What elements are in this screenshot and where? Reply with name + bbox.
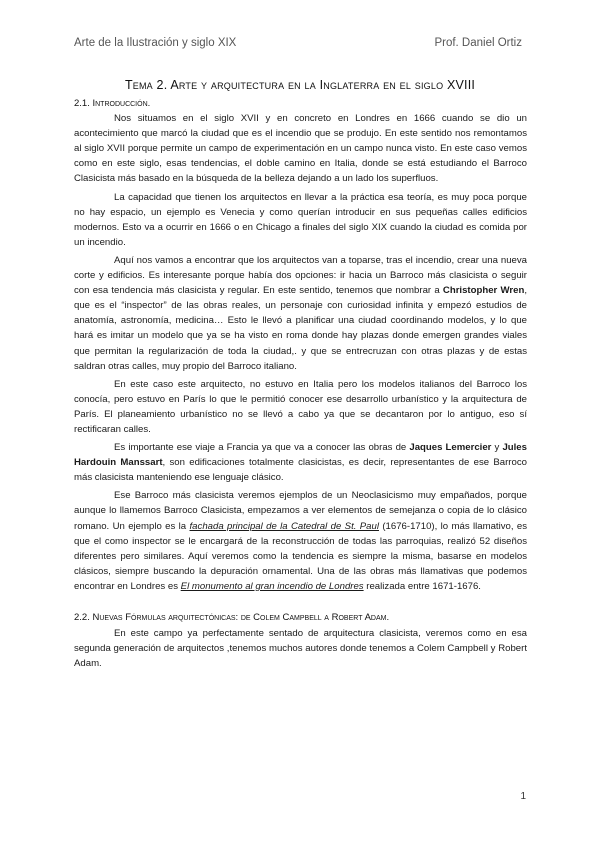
link-monumento[interactable]: El monumento al gran incendio de Londres <box>180 580 364 592</box>
link-st-paul[interactable]: fachada principal de la Catedral de St. Paul <box>189 520 379 532</box>
bold-name: Jaques Lemercier <box>409 442 492 454</box>
bold-name: Jules Hardouin Manssart <box>74 442 527 469</box>
section-introduccion <box>74 96 527 597</box>
paragraph: Nos situamos en el siglo XVII y en concreto en Londres en 1666 cuando se dio un acontecimiento que marcó la ciudad que es el incendio que se produjo. En este sentido nos remontamos al siglo XVII porque permite un campo de experimentación en un campo nunca visto. En este caso vemos como en este siglo, esas tendencias, el doble camino en Italia, donde se está estudiando el Barroco Clasicista más basado en la búsqueda de la belleza dejando a un lado los superfluos. <box>74 113 527 185</box>
page-number: 1 <box>520 791 526 802</box>
section-nuevas-formulas <box>74 610 527 674</box>
bold-name: Christopher Wren <box>442 285 525 297</box>
document-title: Tema 2. Arte y arquitectura en la Inglaterra en el siglo XVIII <box>124 78 476 92</box>
paragraph: En este campo ya perfectamente sentado de arquitectura clasicista, veremos como en esa segunda generación de arquitectos ,tenemos muchos autores donde tenemos a Colem Campbell y Robert Adam. <box>74 628 527 670</box>
paragraph: En este caso este arquitecto, no estuvo en Italia pero los modelos italianos del Barroco los conocía, pero estuvo en París lo que le permitió conocer ese desarrollo urbanístico y la arquitectura de París. El planeamiento urbanístico no se llevó a cabo ya que se decantaron por lo antiguo, eso sí rectificaran calles. <box>74 378 527 435</box>
section-heading-nuevas: 2.2. Nuevas Fórmulas arquitectónicas: de Colem Campbell a Robert Adam. <box>74 612 390 623</box>
paragraph: Es importante ese viaje a Francia ya que va a conocer las obras de Jaques Lemercier y Jules Hardouin Manssart, son edificaciones totalmente clasicistas, es decir, representantes de ese Barroco más clasicista manteniendo ese lenguaje clásico. <box>74 442 527 484</box>
section-heading-intro: 2.1. Introducción. <box>74 98 151 109</box>
course-title: Arte de la Ilustración y siglo XIX <box>74 37 237 49</box>
professor-name: Prof. Daniel Ortiz <box>434 37 522 49</box>
page-header <box>74 37 522 49</box>
paragraph: Ese Barroco más clasicista veremos ejemplos de un Neoclasicismo muy empañados, porque aunque lo llamemos Barroco Clasicista, empezamos a ver elementos de semejanza o copia de lo clásico romano. Un ejemplo es la fachada principal de la Catedral de St. Paul (1676-1710), lo más llamativo, es que el como inspector se le encargará de la reconstrucción de todas las parroquias, realizó 52 diseños diferentes pero similares. Aquí veremos como la tendencia es siempre la misma, basarse en modelos clásicos, siempre buscando la depuración ornamental. Una de las obras más llamativas que podemos encontrar en Londres es El monumento al gran incendio de Londres realizada entre 1671-1676. <box>74 490 528 592</box>
paragraph: Aquí nos vamos a encontrar que los arquitectos van a toparse, tras el incendio, crear una nueva corte y edificios. Es interesante porque había dos opciones: ir hacia un Barroco más clasicista o seguir con esa tendencia más clasicista y regular. En este sentido, tenemos que nombrar a Christopher Wren, que es el “inspector” de las obras reales, un personaje con curiosidad infinita y empezó estudios de anatomía, astronomía, medicina… Esto le llevó a planificar una ciudad coordinando modelos, y lo que hará es imitar un modelo que ya se ha visto en roma donde hay plazas donde emergen grandes viales que permitan la regularización de toda la ciudad,. y que se entrecruzan con otras plazas y de estas saldran otras calles, muy propio del Barroco italiano. <box>74 254 527 372</box>
paragraph: La capacidad que tienen los arquitectos en llevar a la práctica esa teoría, es muy poca porque no hay espacio, un ejemplo es Venecia y como querían introducir en sus pequeñas calles edificios modernos. Esto va a ocurrir en 1666 o en Chicago a finales del siglo XIX cuando la ciudad es comida por un incendio. <box>74 191 527 248</box>
